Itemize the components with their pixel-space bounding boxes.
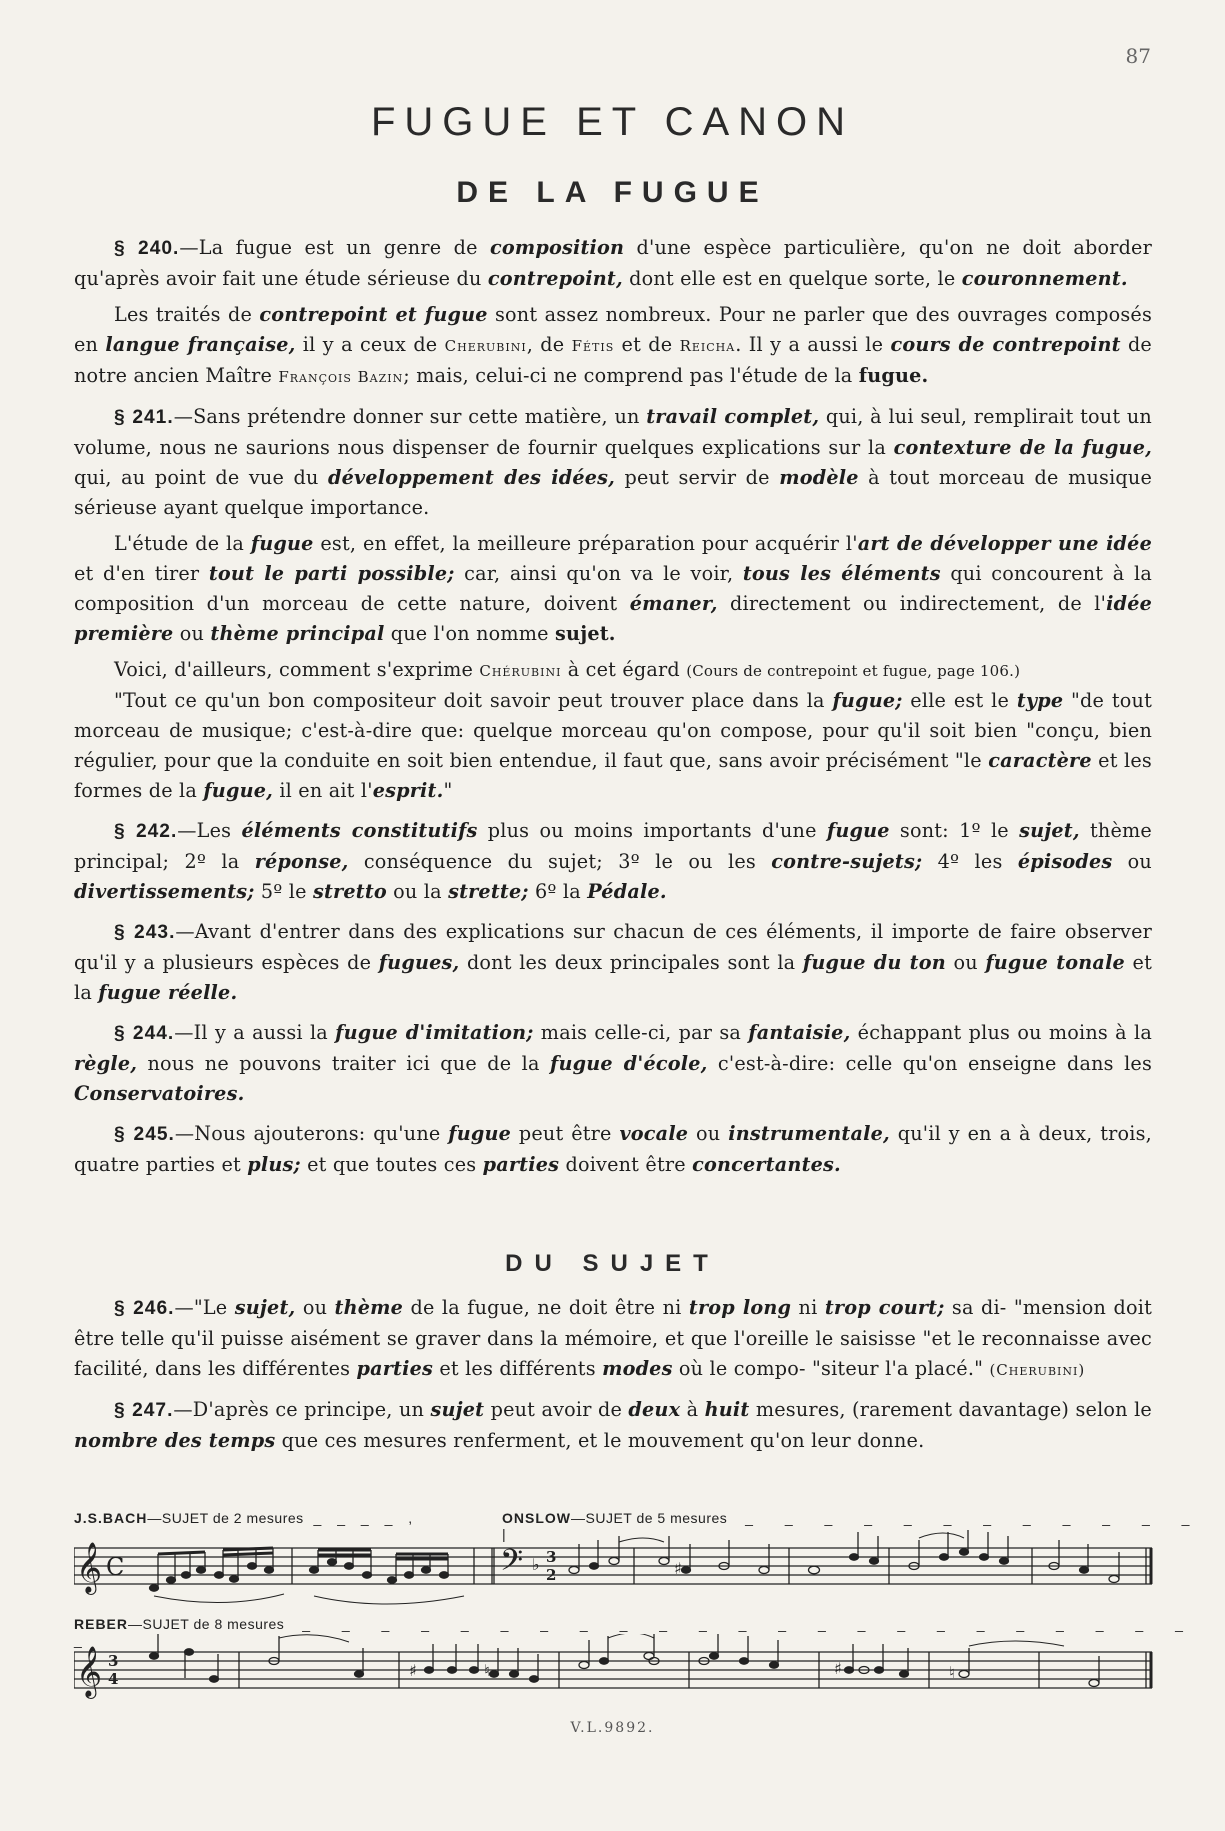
svg-text:4: 4: [108, 1670, 119, 1688]
section-number: § 246.: [114, 1298, 175, 1319]
page-title: FUGUE ET CANON: [370, 100, 855, 144]
section-number: § 245.: [114, 1124, 175, 1145]
onslow-label: ONSLOW—SUJET de 5 mesures _ _ _ _ _ _ _ _ _ _ _ _ |: [502, 1510, 1204, 1542]
text-block-fugue: [74, 233, 1152, 1186]
common-time-icon: C: [106, 1553, 125, 1581]
paragraph-244: § 244.—Il y a aussi la fugue d'imitation; mais celle-ci, par sa fantaisie, échappant plus ou moins à la règle, nous ne pouvons traiter ici que de la fugue d'école, c'est-à-dire: celle qu'on enseigne dans les Conservatoires.: [74, 1021, 1153, 1105]
svg-text:2: 2: [546, 1566, 557, 1584]
svg-text:3: 3: [108, 1652, 119, 1670]
paragraph-240: § 240.—La fugue est un genre de composition d'une espèce particulière, qu'on ne doit aborder qu'après avoir fait une étude sérieuse du contrepoint, dont elle est en quelque sorte, le couronnement.: [74, 236, 1152, 290]
treble-clef-icon: 𝄞: [76, 1542, 103, 1593]
section-number: § 244.: [114, 1023, 175, 1044]
page-number: 87: [1125, 44, 1151, 68]
section-title: DE LA FUGUE: [456, 176, 769, 209]
paragraph-241-c: Voici, d'ailleurs, comment s'exprime Chérubini à cet égard (Cours de contrepoint et fugue, page 106.): [114, 658, 1021, 681]
paragraph-241-b: L'étude de la fugue est, en effet, la meilleure préparation pour acquérir l'art de développer une idée et d'en tirer tout le parti possible; car, ainsi qu'on va le voir, tous les éléments qui concourent à la composition d'un morceau de cette nature, doivent émaner, directement ou indirectement, de l'idée première ou thème principal que l'on nomme sujet.: [74, 532, 1153, 645]
bass-clef-icon: 𝄢: [500, 1544, 524, 1585]
plate-number: V.L.9892.: [570, 1720, 655, 1736]
svg-text:3: 3: [546, 1548, 557, 1566]
music-staff-bach-onslow: [74, 1530, 1154, 1610]
reber-label: REBER—SUJET de 8 mesures _ _ _ _ _ _ _ _ _ _ _ _ _ _ _ _ _ _ _ _ _ _ _ _: [74, 1616, 1197, 1648]
section-heading-sujet: DU SUJET: [505, 1250, 720, 1277]
treble-clef-icon: 𝄞: [76, 1646, 103, 1697]
paragraph-241: § 241.—Sans prétendre donner sur cette matière, un travail complet, qui, à lui seul, remplirait tout un volume, nous ne saurions nous dispenser de fournir quelques explications sur la contexture de la fugue, qui, au point de vue du développement des idées, peut servir de modèle à tout morceau de musique sérieuse ayant quelque importance.: [74, 405, 1153, 519]
paragraph-247: § 247.—D'après ce principe, un sujet peut avoir de deux à huit mesures, (rarement davantage) selon le nombre des temps que ces mesures renferment, et le mouvement qu'on leur donne.: [74, 1398, 1152, 1452]
bach-label: J.S.BACH—SUJET de 2 mesures _ _ _ _ ,: [74, 1510, 419, 1526]
paragraph-240-b: Les traités de contrepoint et fugue sont assez nombreux. Pour ne parler que des ouvrages composés en langue française, il y a ceux de Cherubini, de Fétis et de Reicha. Il y a aussi le cours de contrepoint de notre ancien Maître François Bazin; mais, celui-ci ne comprend pas l'étude de la fugue.: [74, 303, 1152, 387]
staff-notation: [74, 1634, 1154, 1714]
svg-text:♭: ♭: [532, 1555, 540, 1574]
section-number: § 241.: [114, 407, 174, 428]
paragraph-245: § 245.—Nous ajouterons: qu'une fugue peut être vocale ou instrumentale, qu'il y en a à deux, trois, quatre parties et plus; et que toutes ces parties doivent être concertantes.: [74, 1122, 1152, 1176]
section-number: § 242.: [114, 821, 178, 842]
paragraph-242: § 242.—Les éléments constitutifs plus ou moins importants d'une fugue sont: 1º le sujet, thème principal; 2º la réponse, conséquence du sujet; 3º le ou les contre-sujets; 4º les épisodes ou divertissements; 5º le stretto ou la strette; 6º la Pédale.: [74, 819, 1152, 903]
svg-text:♯: ♯: [834, 1659, 842, 1678]
cherubini-quote: "Tout ce qu'un bon compositeur doit savoir peut trouver place dans la fugue; elle est le type "de tout morceau de musique; c'est-à-dire que: quelque morceau qu'on compose, pour qu'il soit bien "conçu, bien régulier, pour que la conduite en soit bien entendue, il faut que, sans avoir précisément "le caractère et les formes de la fugue, il en ait l'esprit.": [74, 689, 1152, 802]
section-number: § 240.: [114, 238, 180, 259]
paragraph-246: § 246.—"Le sujet, ou thème de la fugue, ne doit être ni trop long ni trop court; sa di- "mension doit être telle qu'il puisse aisément se graver dans la mémoire, et que l'oreille le saisisse "et le reconnaisse avec facilité, dans les différentes parties et les différents modes où le compo- "siteur l'a placé." (Cherubini): [74, 1296, 1152, 1380]
svg-text:♮: ♮: [484, 1661, 490, 1680]
section-number: § 247.: [114, 1400, 174, 1421]
section-number: § 243.: [114, 922, 176, 943]
music-staff-reber: [74, 1634, 1154, 1714]
svg-text:♮: ♮: [949, 1663, 955, 1682]
svg-text:♯: ♯: [409, 1661, 417, 1680]
paragraph-243: § 243.—Avant d'entrer dans des explications sur chacun de ces éléments, il importe de faire observer qu'il y a plusieurs espèces de fugues, dont les deux principales sont la fugue du ton ou fugue tonale et la fugue réelle.: [74, 920, 1152, 1004]
svg-text:♯: ♯: [674, 1559, 682, 1578]
text-block-sujet: [74, 1293, 1152, 1462]
staff-notation: [74, 1530, 1154, 1610]
